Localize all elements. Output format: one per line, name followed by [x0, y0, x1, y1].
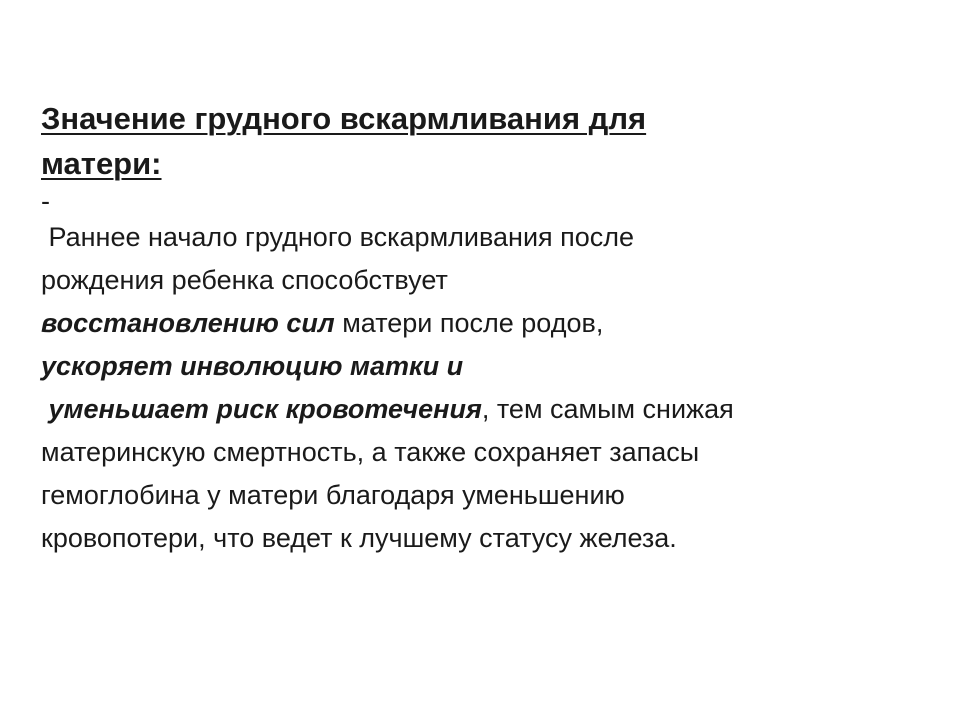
title-line-2: матери: [41, 146, 162, 181]
body-line-6: материнскую смертность, а также сохраняет запасы [41, 437, 700, 467]
body-lead-5 [41, 394, 49, 424]
body-line-5 [41, 388, 921, 431]
body-text-5: , тем самым снижая [481, 394, 734, 424]
body-line-7: гемоглобина у матери благодаря уменьшению [41, 480, 625, 510]
slide-content [41, 96, 921, 560]
body-line-1 [41, 216, 921, 259]
body-line-2: рождения ребенка способствует [41, 265, 448, 295]
slide-title [41, 96, 921, 186]
emphasis-recovery: восстановлению сил [41, 308, 335, 338]
body-paragraph [41, 216, 921, 560]
title-line-1: Значение грудного вскармливания для [41, 101, 647, 136]
body-line-3 [41, 302, 921, 345]
body-text-3: матери после родов, [334, 308, 604, 338]
body-text-1: Раннее начало грудного вскармливания после [41, 222, 635, 252]
list-dash: - [41, 186, 50, 216]
body-line-8: кровопотери, что ведет к лучшему статусу железа. [41, 523, 677, 553]
emphasis-bleeding-risk: уменьшает риск кровотечения [48, 394, 482, 424]
emphasis-involution: ускоряет инволюцию матки и [41, 351, 464, 381]
